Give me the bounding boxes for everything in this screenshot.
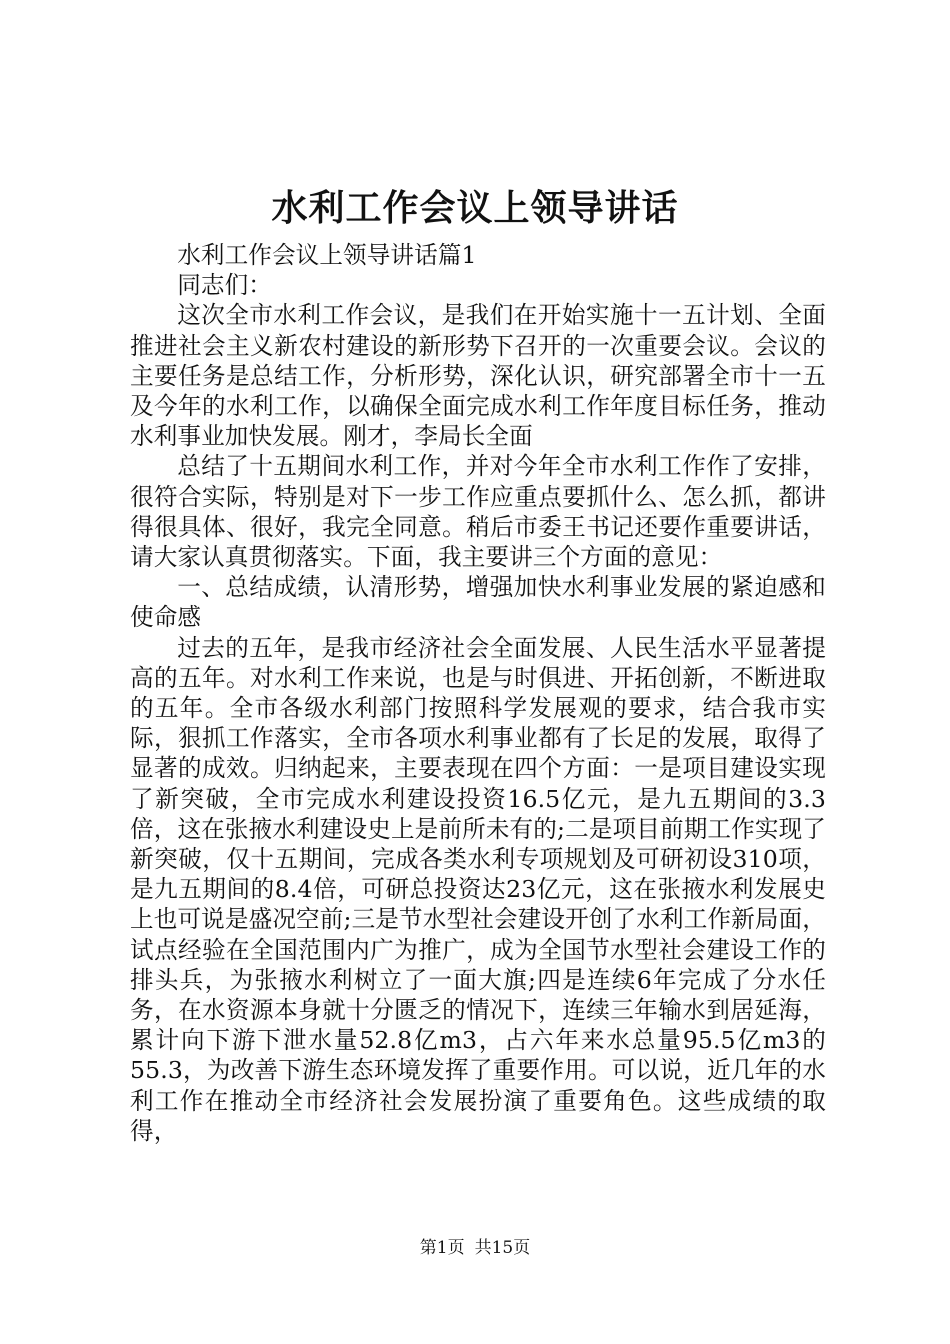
page-number: 第1页 xyxy=(419,1238,465,1258)
document-title: 水利工作会议上领导讲话 xyxy=(271,187,679,229)
salutation: 同志们： xyxy=(177,271,272,300)
page-footer xyxy=(0,1236,950,1260)
subheading: 一、总结成绩，认清形势，增强加快水利事业发展的紧迫感和使命感 xyxy=(130,573,826,632)
document-body xyxy=(130,240,826,1146)
page-total: 共15页 xyxy=(474,1238,531,1258)
paragraph: 过去的五年，是我市经济社会全面发展、人民生活水平显著提高的五年。对水利工作来说，也是与时俱进、开拓创新，不断进取的五年。全市各级水利部门按照科学发展观的要求，结合我市实际，狠抓工作落实，全市各项水利事业都有了长足的发展，取得了显著的成效。归纳起来，主要表现在四个方面：一是项目建设实现了新突破，全市完成水利建设投资16.5亿元，是九五期间的3.3倍，这在张掖水利建设史上是前所未有的;二是项目前期工作实现了新突破，仅十五期间，完成各类水利专项规划及可研初设310项，是九五期间的8.4倍，可研总投资达23亿元，这在张掖水利发展史上也可说是盛况空前;三是节水型社会建设开创了水利工作新局面，试点经验在全国范围内广为推广，成为全国节水型社会建设工作的排头兵，为张掖水利树立了一面大旗;四是连续6年完成了分水任务，在水资源本身就十分匮乏的情况下，连续三年输水到居延海，累计向下游下泄水量52.8亿m3，占六年来水总量95.5亿m3的55.3，为改善下游生态环境发挥了重要作用。可以说，近几年的水利工作在推动全市经济社会发展扮演了重要角色。这些成绩的取得， xyxy=(130,633,826,1145)
paragraph: 这次全市水利工作会议，是我们在开始实施十一五计划、全面推进社会主义新农村建设的新形势下召开的一次重要会议。会议的主要任务是总结工作，分析形势，深化认识，研究部署全市十一五及今年的水利工作，以确保全面完成水利工作年度目标任务，推动水利事业加快发展。刚才，李局长全面 xyxy=(130,301,826,451)
paragraph: 总结了十五期间水利工作，并对今年全市水利工作作了安排，很符合实际，特别是对下一步工作应重点要抓什么、怎么抓，都讲得很具体、很好，我完全同意。稍后市委王书记还要作重要讲话，请大家认真贯彻落实。下面，我主要讲三个方面的意见： xyxy=(130,452,826,572)
section-heading: 水利工作会议上领导讲话篇1 xyxy=(177,241,477,269)
